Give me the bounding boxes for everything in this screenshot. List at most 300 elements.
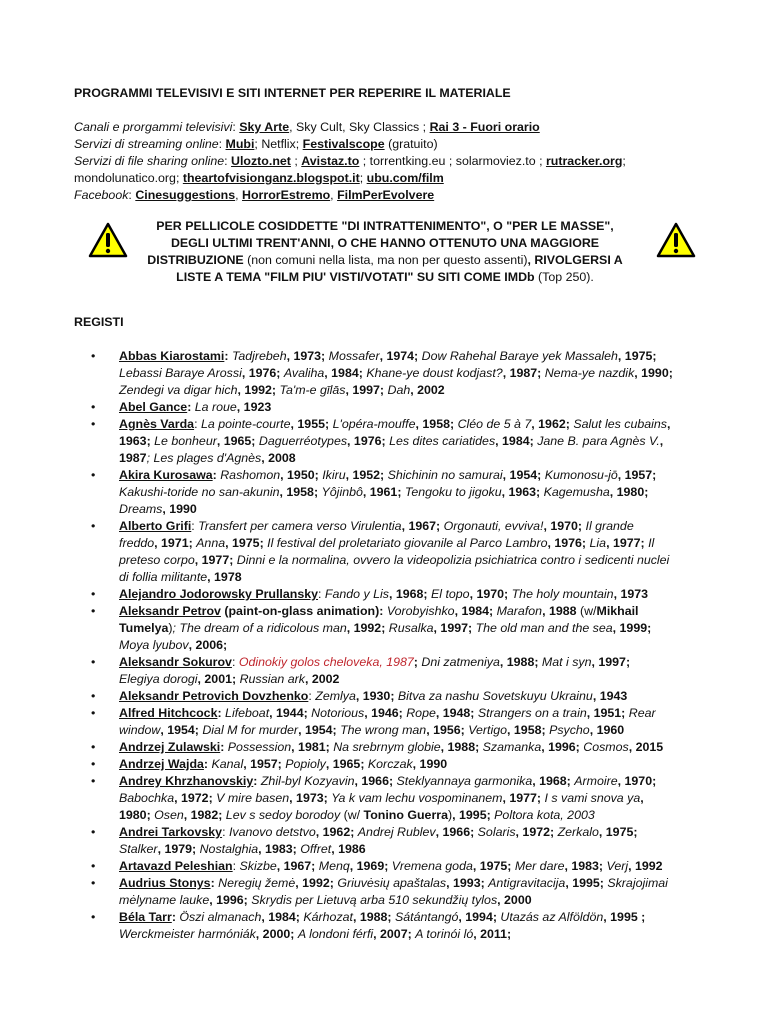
film-detail: , 1976; xyxy=(241,366,284,380)
film-title: Lev s sedoy borodoy xyxy=(225,808,341,822)
film-detail: , 1997; xyxy=(345,383,388,397)
film-title: I s vami snova ya xyxy=(544,791,641,805)
director-item xyxy=(74,688,674,705)
film-title: Skrajojimai mėlyname lauke xyxy=(119,876,668,907)
film-detail: , 1995; xyxy=(452,808,495,822)
film-title: Odinokiy golos cheloveka, 1987 xyxy=(238,655,414,669)
director-name[interactable]: Aleksandr Petrovich Dovzhenko xyxy=(119,689,309,703)
netflix: Netflix; xyxy=(261,137,300,151)
film-title: Ikiru xyxy=(322,468,346,482)
film-detail: , 1988; xyxy=(352,910,395,924)
film-detail: , 1951; xyxy=(586,706,629,720)
director-item xyxy=(74,348,674,399)
warning-top: (Top 250). xyxy=(534,270,594,284)
film-detail: , 1975; xyxy=(225,536,268,550)
bullet-icon: • xyxy=(91,910,96,924)
director-name[interactable]: Akira Kurosawa xyxy=(119,468,213,482)
film-detail: , 1982; xyxy=(183,808,226,822)
film-title: ; Les plages d'Agnès xyxy=(146,451,262,465)
film-detail: , 1988; xyxy=(499,655,542,669)
link-cinesuggestions[interactable]: Cinesuggestions xyxy=(135,188,236,202)
film-detail: , 2000 xyxy=(497,893,532,907)
director-name[interactable]: Agnès Varda xyxy=(119,417,195,431)
film-detail: , 1972; xyxy=(515,825,558,839)
director-item xyxy=(74,909,674,943)
film-detail: : xyxy=(224,349,232,363)
bullet-icon: • xyxy=(91,655,96,669)
film-detail: (paint-on-glass animation): xyxy=(220,604,387,618)
director-item xyxy=(74,467,674,518)
warning-line1: PER PELLICOLE COSIDDETTE "DI INTRATTENIMENTO", O "PER LE MASSE", DEGLI ULTIMI TRENT'ANNI, O CHE HANNO OTTENUTO UNA MAGGIORE DISTRIBUZIONE xyxy=(147,219,614,267)
directors-list xyxy=(74,348,674,943)
film-title: Öszi almanach xyxy=(179,910,262,924)
film-title: Mer dare xyxy=(514,859,565,873)
film-detail: , 2015 xyxy=(628,740,664,754)
director-item xyxy=(74,705,674,739)
film-title: Na srebrnym globie xyxy=(333,740,441,754)
link-rutracker[interactable]: rutracker.org xyxy=(545,154,623,168)
bullet-icon: • xyxy=(91,825,96,839)
director-item xyxy=(74,586,674,603)
film-detail: , 1962; xyxy=(531,417,574,431)
film-title: Dial M for murder xyxy=(202,723,299,737)
film-detail: , 1946; xyxy=(364,706,407,720)
film-detail: , 1996; xyxy=(541,740,584,754)
facebook-label: Facebook xyxy=(74,188,129,202)
film-detail: , 1968; xyxy=(388,587,431,601)
film-title: Elegiya dorogi xyxy=(119,672,198,686)
film-detail: , 1977; xyxy=(194,553,237,567)
film-detail: , 1954; xyxy=(502,468,545,482)
director-name[interactable]: Aleksandr Petrov xyxy=(119,604,221,618)
film-title: Cosmos xyxy=(583,740,629,754)
film-detail: , 2002 xyxy=(410,383,445,397)
film-title: Zhil-byl Kozyavin xyxy=(260,774,355,788)
film-title: Tengoku to jigoku xyxy=(404,485,502,499)
film-title: Kagemusha xyxy=(543,485,610,499)
film-title: Il festival del proletariato giovanile al Parco Lambro xyxy=(267,536,548,550)
director-name[interactable]: Artavazd Peleshian xyxy=(119,859,233,873)
film-detail: , 1956; xyxy=(426,723,469,737)
film-detail: , 1962; xyxy=(315,825,358,839)
film-detail: , 1958; xyxy=(415,417,458,431)
film-detail: , 1944; xyxy=(269,706,312,720)
director-name[interactable]: Béla Tarr xyxy=(119,910,172,924)
film-title: Neregių žemė xyxy=(218,876,296,890)
bullet-icon: • xyxy=(91,519,96,533)
bullet-icon: • xyxy=(91,740,96,754)
film-title: Psycho xyxy=(549,723,590,737)
film-title: Stalker xyxy=(119,842,158,856)
film-title: Vorobyishko xyxy=(386,604,455,618)
director-item xyxy=(74,739,674,756)
film-title: Russian ark xyxy=(239,672,305,686)
film-detail: ) xyxy=(448,808,453,822)
film-title: Avaliha xyxy=(283,366,325,380)
film-detail: , 1984; xyxy=(261,910,304,924)
film-detail: , 1984; xyxy=(495,434,538,448)
film-detail: , 1967; xyxy=(276,859,319,873)
free-note: (gratuito) xyxy=(388,137,438,151)
film-detail: : xyxy=(171,910,180,924)
film-detail: : xyxy=(194,417,201,431)
bullet-icon: • xyxy=(91,604,96,618)
film-detail: , 1943 xyxy=(592,689,628,703)
film-title: Antigravitacija xyxy=(488,876,566,890)
film-detail: , 1980; xyxy=(119,791,644,822)
bullet-icon: • xyxy=(91,587,96,601)
film-title: Zerkalo xyxy=(557,825,599,839)
director-name[interactable]: Alfred Hitchcock xyxy=(119,706,218,720)
film-detail: , 1990 xyxy=(162,502,197,516)
warning-icon xyxy=(88,222,128,258)
sources-info xyxy=(74,119,694,204)
film-detail: : xyxy=(210,876,219,890)
film-detail: : xyxy=(187,400,195,414)
bullet-icon: • xyxy=(91,876,96,890)
film-detail: , 1983; xyxy=(258,842,301,856)
film-detail: , 1950; xyxy=(280,468,323,482)
film-detail: , 1954; xyxy=(298,723,341,737)
director-name[interactable]: Abbas Kiarostami xyxy=(119,349,225,363)
film-title: Werckmeister harmóniák xyxy=(119,927,256,941)
film-title: Nema-ye nazdik xyxy=(544,366,635,380)
film-detail: , 1958; xyxy=(507,723,550,737)
film-title: Verj xyxy=(606,859,629,873)
film-detail: , 1995 ; xyxy=(603,910,646,924)
film-title: A torinói ló xyxy=(415,927,474,941)
film-title: Skrydis per Lietuvą arba 510 sekundžių tylos xyxy=(251,893,498,907)
film-detail: , 1975; xyxy=(598,825,638,839)
film-detail: (w/ xyxy=(340,808,364,822)
film-title: Korczak xyxy=(367,757,413,771)
film-detail: , 1988; xyxy=(440,740,483,754)
film-detail: , 1994; xyxy=(458,910,501,924)
film-title: The old man and the sea xyxy=(475,621,613,635)
film-detail: , 1975; xyxy=(472,859,515,873)
director-item xyxy=(74,654,674,688)
film-detail: , 1974; xyxy=(379,349,422,363)
film-detail: , 1923 xyxy=(236,400,272,414)
film-detail: : xyxy=(203,757,212,771)
bullet-icon: • xyxy=(91,706,96,720)
film-detail: : xyxy=(222,825,229,839)
film-title: Marafon xyxy=(496,604,543,618)
film-detail: , 1972; xyxy=(174,791,217,805)
bullet-icon: • xyxy=(91,468,96,482)
film-title: Orgonauti, evviva! xyxy=(443,519,544,533)
film-detail: , 1976; xyxy=(547,536,590,550)
film-detail: , 2008 xyxy=(261,451,296,465)
film-title: A londoni férfi xyxy=(297,927,374,941)
film-title: Zendegi va digar hich xyxy=(119,383,238,397)
link-ubu[interactable]: ubu.com/film xyxy=(366,171,444,185)
film-title: Szamanka xyxy=(482,740,542,754)
film-title: Lebassi Baraye Arossi xyxy=(119,366,242,380)
film-title: Zemlya xyxy=(315,689,356,703)
film-title: Il grande freddo xyxy=(119,519,634,550)
film-title: Fando y Lis xyxy=(324,587,389,601)
film-title: ; The dream of a ridicolous man xyxy=(172,621,347,635)
film-title: Strangers on a train xyxy=(477,706,587,720)
film-title: Transfert per camera verso Virulentia xyxy=(198,519,402,533)
film-detail: , 1997; xyxy=(591,655,631,669)
film-detail: , 1992; xyxy=(346,621,389,635)
film-title: Dreams xyxy=(119,502,163,516)
film-title: Kárhozat xyxy=(303,910,353,924)
film-detail: Tonino Guerra xyxy=(363,808,448,822)
film-title: Salut les cubains xyxy=(573,417,667,431)
film-detail: , 1992 xyxy=(628,859,663,873)
film-detail: : xyxy=(308,689,316,703)
film-detail: , 1990 xyxy=(412,757,448,771)
document-title: PROGRAMMI TELEVISIVI E SITI INTERNET PER REPERIRE IL MATERIALE xyxy=(74,86,511,100)
other-sites: torrentking.eu ; solarmoviez.to ; xyxy=(369,154,543,168)
film-detail: , 1957; xyxy=(617,468,657,482)
film-title: Offret xyxy=(300,842,332,856)
film-title: Steklyannaya garmonika xyxy=(396,774,533,788)
film-detail: , 1930; xyxy=(355,689,398,703)
film-title: La roue xyxy=(194,400,237,414)
film-title: The wrong man xyxy=(340,723,427,737)
film-detail: , 1977; xyxy=(502,791,545,805)
film-detail: , 1983; xyxy=(564,859,607,873)
bullet-icon: • xyxy=(91,774,96,788)
film-title: Notorious xyxy=(311,706,365,720)
film-title: Il preteso corpo xyxy=(119,536,655,567)
film-detail: , 1967; xyxy=(401,519,444,533)
film-detail: , 1966; xyxy=(354,774,397,788)
filesharing-label: Servizi di file sharing online xyxy=(74,154,225,168)
film-detail: , 1955; xyxy=(290,417,333,431)
film-title: Bitva za nashu Sovetskuyu Ukrainu xyxy=(397,689,593,703)
film-title: Ivanovo detstvo xyxy=(228,825,316,839)
film-detail: , 1992; xyxy=(237,383,280,397)
facebook-line: Facebook: Cinesuggestions, HorrorEstremo, FilmPerEvolvere xyxy=(74,188,435,202)
film-detail: , 2000; xyxy=(255,927,298,941)
link-avistaz[interactable]: Avistaz.to xyxy=(301,154,360,168)
director-item xyxy=(74,756,674,773)
film-detail: , 1952; xyxy=(345,468,388,482)
film-detail: : xyxy=(217,706,226,720)
film-title: Kumonosu-jō xyxy=(544,468,618,482)
film-detail: , 2011; xyxy=(473,927,512,941)
film-title: Utazás az Alföldön xyxy=(500,910,604,924)
film-detail: , 1984; xyxy=(454,604,497,618)
link-theartofvision[interactable]: theartofvisionganz.blogspot.it xyxy=(182,171,360,185)
film-title: Vremena goda xyxy=(391,859,473,873)
film-detail: , 1978 xyxy=(207,570,242,584)
director-item xyxy=(74,518,674,586)
film-detail: , 1988 xyxy=(542,604,580,618)
film-title: Vertigo xyxy=(468,723,508,737)
film-detail: , 1987 xyxy=(119,434,664,465)
film-detail: , 1973 xyxy=(613,587,649,601)
film-title: Sátántangó xyxy=(395,910,459,924)
film-detail: , 1965; xyxy=(325,757,368,771)
link-festivalscope[interactable]: Festivalscope xyxy=(302,137,385,151)
film-title: Ya k vam lechu vospominanem xyxy=(331,791,503,805)
film-detail: , 1992; xyxy=(295,876,338,890)
bullet-icon: • xyxy=(91,400,96,414)
warning-line2: , RIVOLGERSI A LISTE A TEMA "FILM PIU' VISTI/VOTATI" SU SITI COME IMDb xyxy=(176,253,623,284)
director-name[interactable]: Andrey Khrzhanovskiy xyxy=(119,774,254,788)
film-title: Nostalghia xyxy=(199,842,259,856)
film-detail: , 1999; xyxy=(612,621,652,635)
film-title: Kakushi-toride no san-akunin xyxy=(119,485,280,499)
film-title: Shichinin no samurai xyxy=(387,468,503,482)
link-horrorestremo[interactable]: HorrorEstremo xyxy=(242,188,331,202)
film-detail: , 2001; xyxy=(197,672,240,686)
film-detail: , 1961; xyxy=(362,485,405,499)
film-detail: , 1976; xyxy=(347,434,390,448)
film-detail: : xyxy=(232,859,240,873)
mondolunatico: mondolunatico.org; xyxy=(74,171,180,185)
film-title: Dinni e la normalina, ovvero la videopolizia psichiatrica contro i sedicenti nuclei di follia militante xyxy=(119,553,670,584)
film-title: Lia xyxy=(589,536,607,550)
filesharing-line: Servizi di file sharing online: Ulozto.net ; Avistaz.to ; torrentking.eu ; solarmoviez.to ; rutracker.org; mondolunatico.org; theartofvisionganz.blogspot.it; ubu.com/film xyxy=(74,154,626,185)
film-title: Mat i syn xyxy=(541,655,592,669)
film-detail: , 1980; xyxy=(609,485,649,499)
film-title: Armoire xyxy=(574,774,618,788)
director-item xyxy=(74,875,674,909)
film-detail: , 1973; xyxy=(286,349,329,363)
film-title: Khane-ye doust kodjast? xyxy=(366,366,503,380)
film-detail: , 1965; xyxy=(216,434,259,448)
film-detail: Mikhail Tumelya xyxy=(119,604,639,635)
film-detail: : xyxy=(220,740,228,754)
link-sky-arte[interactable]: Sky Arte xyxy=(239,120,290,134)
bullet-icon: • xyxy=(91,757,96,771)
film-title: Babochka xyxy=(119,791,175,805)
director-name[interactable]: Andrzej Wajda xyxy=(119,757,204,771)
film-title: Solaris xyxy=(477,825,516,839)
film-title: Yôjinbô xyxy=(321,485,363,499)
film-title: Daguerréotypes xyxy=(258,434,348,448)
film-title: Moya lyubov xyxy=(119,638,189,652)
film-title: Jane B. para Agnès V. xyxy=(537,434,660,448)
section-heading: REGISTI xyxy=(74,315,124,329)
film-title: L'opéra-mouffe xyxy=(332,417,416,431)
film-detail: ) xyxy=(168,621,173,635)
film-detail: ; xyxy=(413,655,422,669)
film-detail: , 1954; xyxy=(160,723,203,737)
film-detail: , 1990; xyxy=(634,366,673,380)
film-detail: , 1995; xyxy=(565,876,608,890)
warning-paren: (non comuni nella lista, ma non per questo assenti) xyxy=(247,253,528,267)
film-detail: , 1966; xyxy=(435,825,478,839)
film-title: Rashomon xyxy=(220,468,281,482)
film-detail: , 1971; xyxy=(154,536,197,550)
film-detail: , 1996; xyxy=(209,893,252,907)
film-detail: : xyxy=(212,468,221,482)
bullet-icon: • xyxy=(91,417,96,431)
film-detail: , 1970; xyxy=(469,587,512,601)
film-detail: , 1977; xyxy=(606,536,649,550)
director-name[interactable]: Alberto Grifi xyxy=(119,519,192,533)
streaming-label: Servizi di streaming online xyxy=(74,137,219,151)
film-title: V mire basen xyxy=(216,791,290,805)
film-title: Dow Rahehal Baraye yek Massaleh xyxy=(421,349,618,363)
film-detail: , 1997; xyxy=(433,621,476,635)
film-title: Les dites cariatides xyxy=(389,434,496,448)
film-title: Cléo de 5 à 7 xyxy=(457,417,532,431)
film-detail: , 1993; xyxy=(446,876,489,890)
director-name[interactable]: Aleksandr Sokurov xyxy=(119,655,232,669)
warning-message xyxy=(140,218,630,286)
director-item xyxy=(74,824,674,858)
warning-icon xyxy=(656,222,696,258)
film-detail: , 1986 xyxy=(331,842,366,856)
link-filmperevolvere[interactable]: FilmPerEvolvere xyxy=(337,188,435,202)
director-name[interactable]: Andrzej Zulawski xyxy=(119,740,221,754)
film-title: Menq xyxy=(318,859,350,873)
film-detail: , 1970; xyxy=(617,774,657,788)
film-detail: , 1975; xyxy=(617,349,657,363)
film-title: Lifeboat xyxy=(225,706,270,720)
film-title: Osen xyxy=(154,808,184,822)
film-title: Possession xyxy=(227,740,292,754)
film-detail: , 1960 xyxy=(589,723,625,737)
film-detail: : xyxy=(231,655,239,669)
film-title: Rope xyxy=(406,706,436,720)
link-mubi[interactable]: Mubi xyxy=(225,137,255,151)
bullet-icon: • xyxy=(91,349,96,363)
director-name[interactable]: Audrius Stonys xyxy=(119,876,211,890)
film-detail: , 1968; xyxy=(532,774,575,788)
film-detail: , 1948; xyxy=(435,706,478,720)
film-detail: , 1963; xyxy=(501,485,544,499)
film-detail: (w/ xyxy=(579,604,597,618)
film-title: Andrej Rublev xyxy=(357,825,436,839)
film-title: El topo xyxy=(431,587,470,601)
director-item xyxy=(74,416,674,467)
director-item xyxy=(74,858,674,875)
director-item xyxy=(74,603,674,654)
bullet-icon: • xyxy=(91,689,96,703)
film-detail: , 2006; xyxy=(188,638,228,652)
film-title: Rusalka xyxy=(388,621,434,635)
film-detail: , 1984; xyxy=(324,366,367,380)
tv-label: Canali e prorgammi televisivi xyxy=(74,120,233,134)
film-detail: , 1973; xyxy=(289,791,332,805)
film-title: Rear window xyxy=(119,706,656,737)
director-name[interactable]: Andrei Tarkovsky xyxy=(119,825,223,839)
film-detail: , 1969; xyxy=(349,859,392,873)
film-title: Ta'm-e gīlās xyxy=(279,383,346,397)
film-detail: , 1963; xyxy=(119,417,671,448)
film-title: Le bonheur xyxy=(154,434,217,448)
film-detail: , 1979; xyxy=(157,842,200,856)
film-title: Popioly xyxy=(285,757,326,771)
film-detail: , 1987; xyxy=(502,366,545,380)
director-name[interactable]: Alejandro Jodorowsky Prullansky xyxy=(119,587,319,601)
director-name[interactable]: Abel Gance xyxy=(119,400,188,414)
film-title: The holy mountain xyxy=(511,587,614,601)
film-title: Dni zatmeniya xyxy=(421,655,500,669)
film-detail: , 1958; xyxy=(279,485,322,499)
link-rai3[interactable]: Rai 3 - Fuori orario xyxy=(429,120,540,134)
link-ulozto[interactable]: Ulozto.net xyxy=(231,154,291,168)
film-title: La pointe-courte xyxy=(200,417,291,431)
film-title: Poltora kota, 2003 xyxy=(494,808,595,822)
film-title: Kanal xyxy=(211,757,244,771)
film-title: Mossafer xyxy=(328,349,380,363)
film-detail: , 2007; xyxy=(373,927,416,941)
film-detail: , 1957; xyxy=(243,757,286,771)
film-title: Anna xyxy=(196,536,226,550)
film-title: Tadjrebeh xyxy=(231,349,287,363)
